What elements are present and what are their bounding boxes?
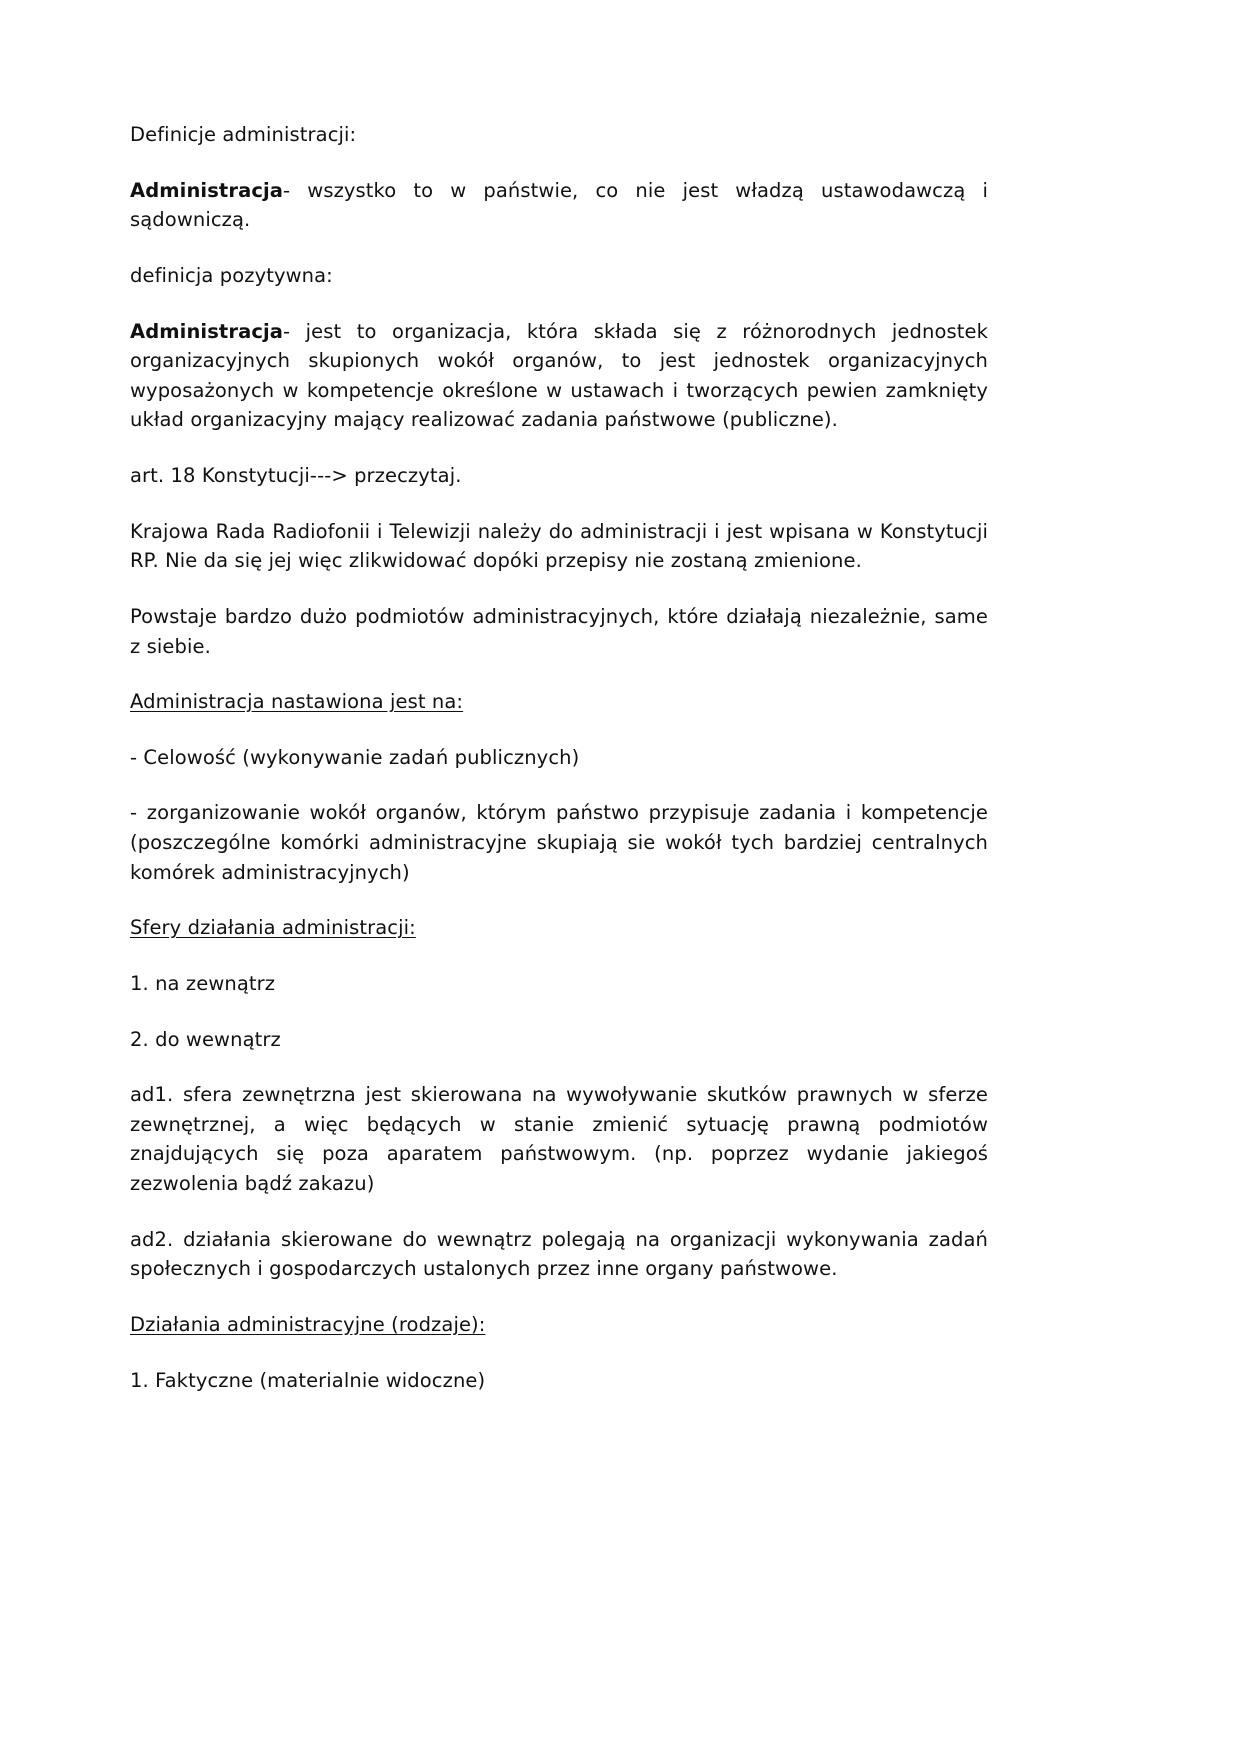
list-item-zorganizowanie: - zorganizowanie wokół organów, którym państwo przypisuje zadania i kompetencje (poszczególne komórki administracyjne skupiają sie wokół tych bardziej centralnych komórek administracyjnych): [130, 801, 988, 884]
paragraph-art18: art. 18 Konstytucji---> przeczytaj.: [130, 464, 462, 487]
heading-dzialania-administracyjne: [130, 1310, 988, 1340]
heading-definicja-pozytywna: definicja pozytywna:: [130, 263, 333, 287]
paragraph-administracja-negatywna: [130, 176, 988, 235]
paragraph-ad1: ad1. sfera zewnętrzna jest skierowana na wywoływanie skutków prawnych w sferze zewnętrznej, a więc będących w stanie zmienić sytuację prawną podmiotów znajdujących się poza aparatem państwowym. (np. poprzez wydanie jakiegoś zezwolenia bądź zakazu): [130, 1083, 988, 1195]
heading-sfery-dzialania-text: Sfery działania administracji:: [130, 916, 416, 940]
paragraph-krrit: Krajowa Rada Radiofonii i Telewizji należy do administracji i jest wpisana w Konstytucji RP. Nie da się jej więc zlikwidować dopóki przepisy nie zostaną zmienione.: [130, 519, 988, 573]
term-administracja: Administracja: [130, 178, 284, 202]
list-item-na-zewnatrz: 1. na zewnątrz: [130, 971, 276, 995]
list-item-celowosc: - Celowość (wykonywanie zadań publicznych): [130, 745, 580, 769]
list-item-do-wewnatrz: 2. do wewnątrz: [130, 1027, 281, 1051]
heading-administracja-nastawiona: [130, 687, 988, 717]
heading-administracja-nastawiona-text: Administracja nastawiona jest na:: [130, 690, 464, 714]
paragraph-ad2: ad2. działania skierowane do wewnątrz polegają na organizacji wykonywania zadań społecznych i gospodarczych ustalonych przez inne organy państwowe.: [130, 1227, 988, 1281]
heading-sfery-dzialania: [130, 913, 988, 943]
paragraph-podmioty: Powstaje bardzo dużo podmiotów administracyjnych, które działają niezależnie, same z siebie.: [130, 604, 988, 658]
document-body: [130, 120, 988, 1395]
list-item-faktyczne: 1. Faktyczne (materialnie widoczne): [130, 1368, 486, 1392]
term-administracja-pozytywna: Administracja: [130, 319, 284, 343]
paragraph-administracja-pozytywna: [130, 317, 988, 436]
paragraph-administracja-negatywna-text: - wszystko to w państwie, co nie jest władzą ustawodawczą i sądowniczą.: [130, 178, 988, 232]
heading-definicje: Definicje administracji:: [130, 123, 357, 146]
paragraph-administracja-pozytywna-text: - jest to organizacja, która składa się z różnorodnych jednostek organizacyjnych skupionych wokół organów, to jest jednostek organizacyjnych wyposażonych w kompetencje określone w ustawach i tworzących pewien zamknięty układ organizacyjny mający realizować zadania państwowe (publiczne).: [130, 319, 988, 432]
heading-dzialania-administracyjne-text: Działania administracyjne (rodzaje):: [130, 1312, 486, 1336]
